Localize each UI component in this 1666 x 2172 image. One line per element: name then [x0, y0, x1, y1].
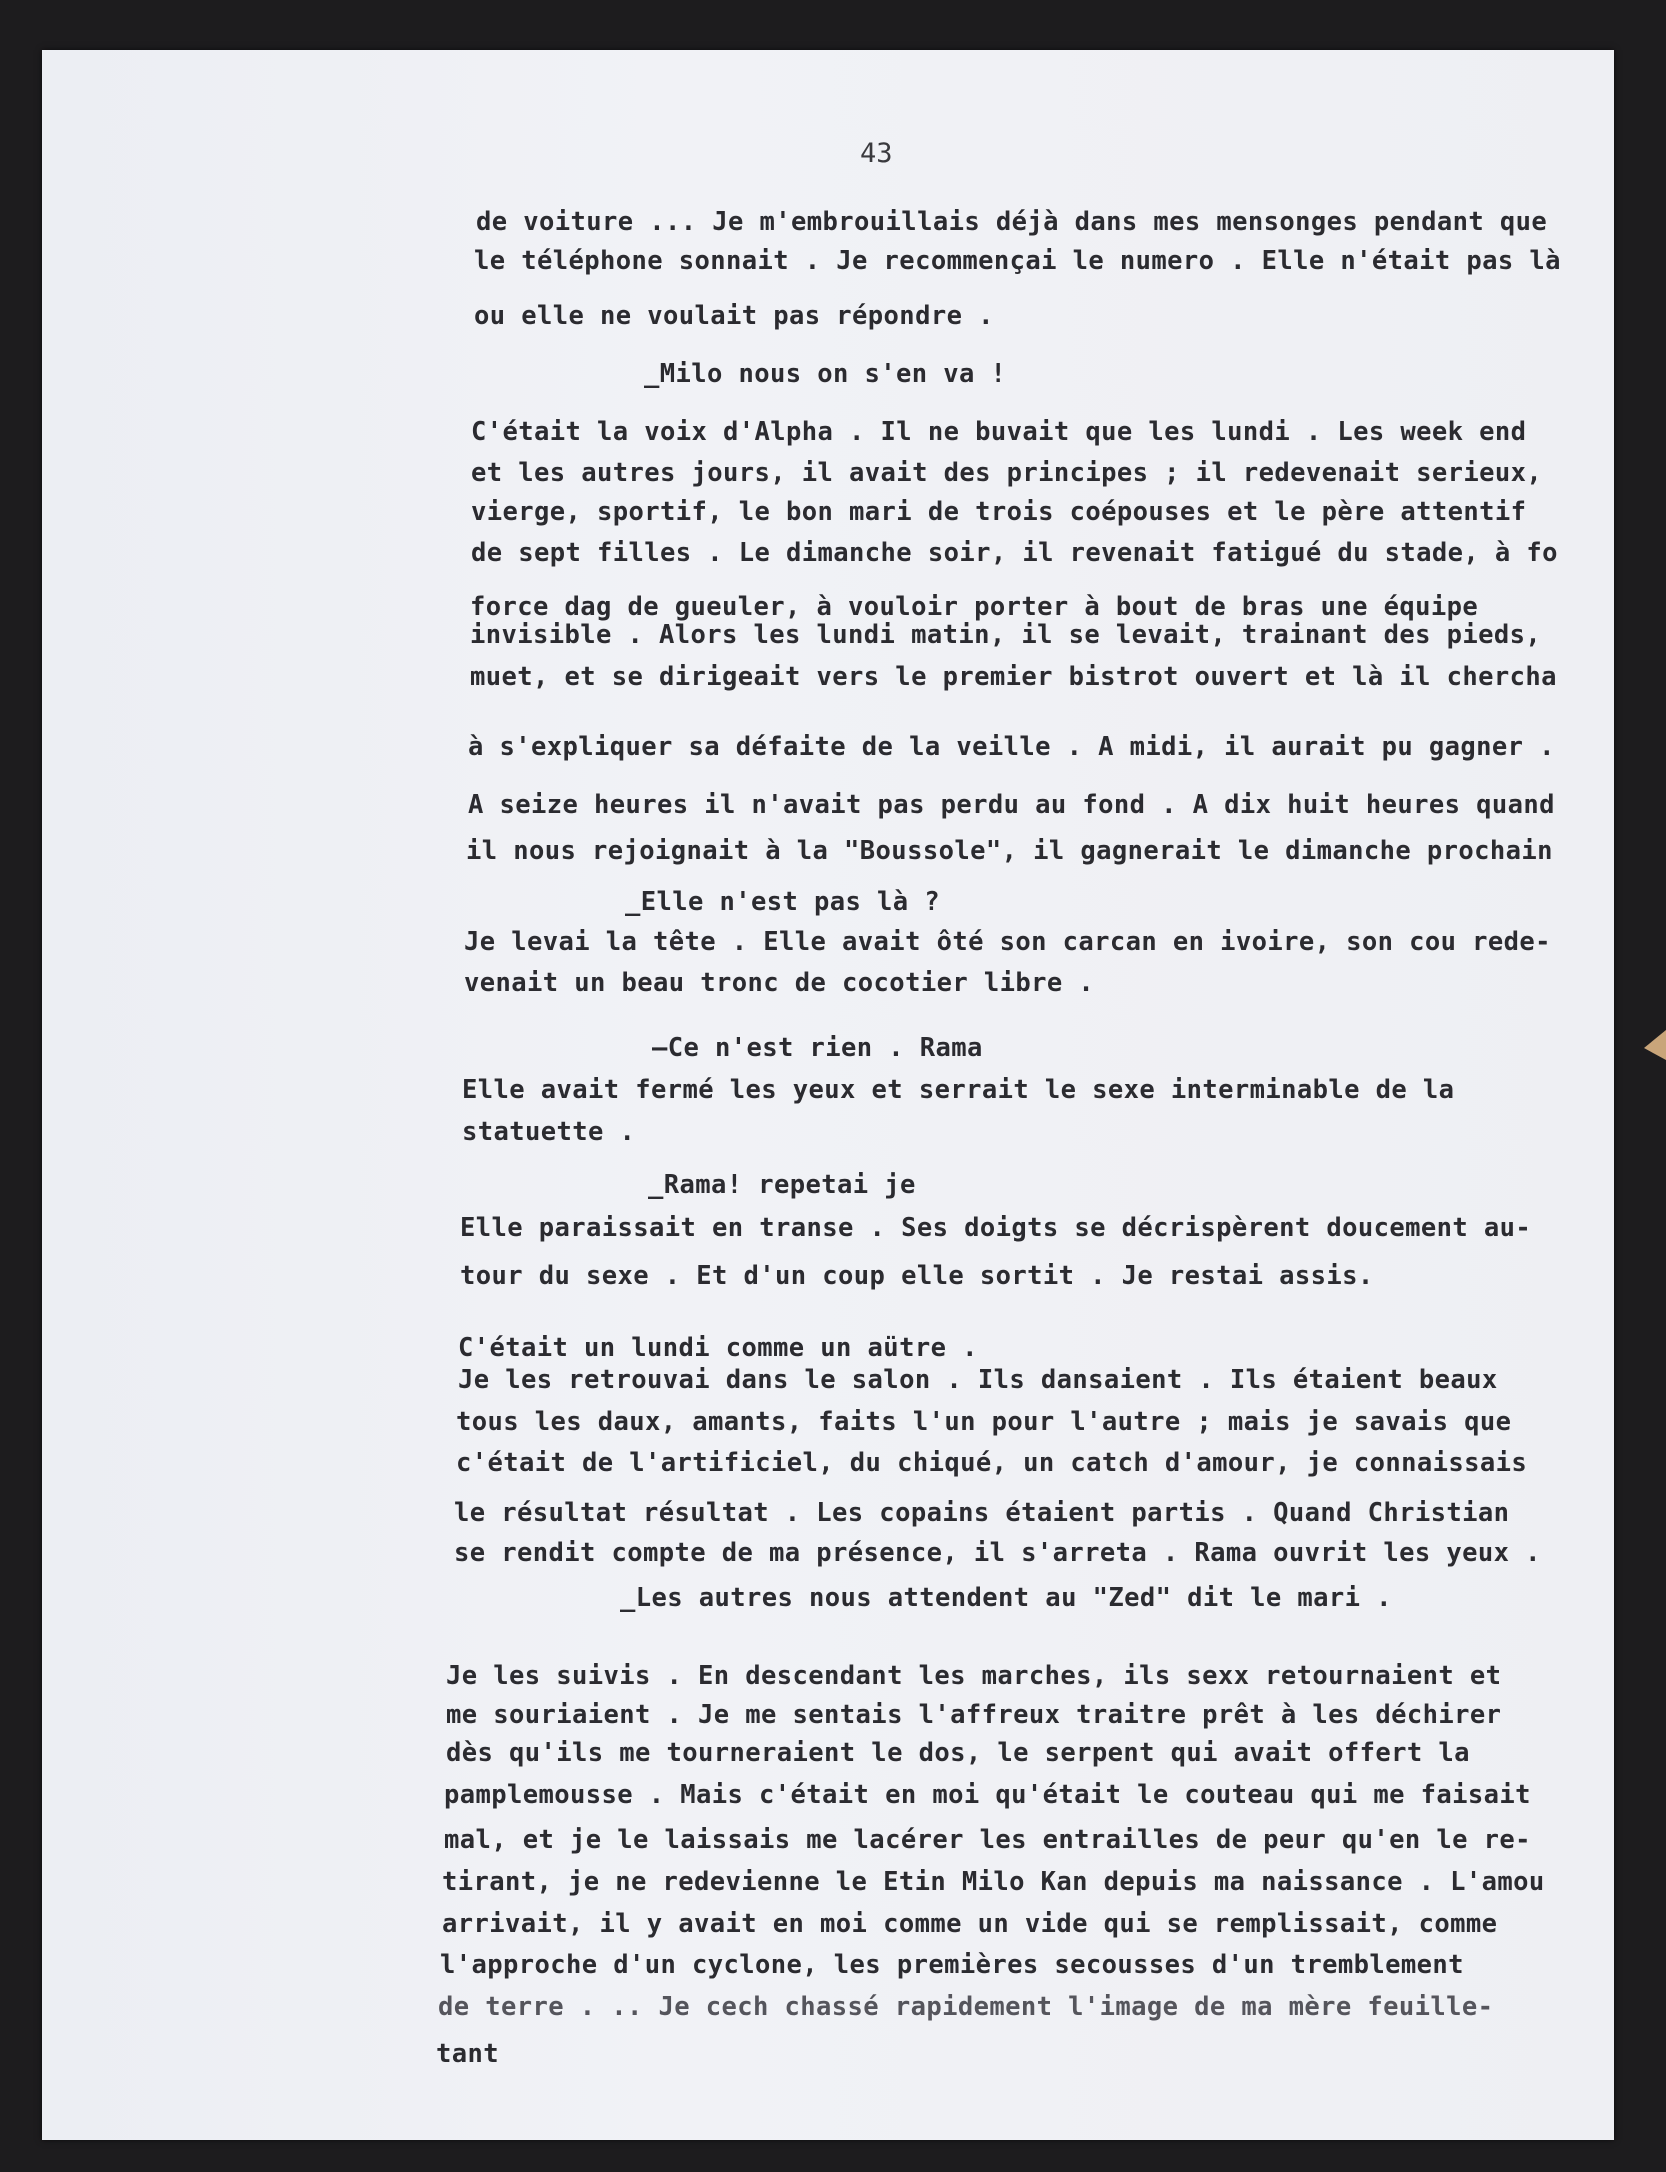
- text-line: tirant, je ne redevienne le Etin Milo Kan depuis ma naissance . L'amou: [442, 1867, 1545, 1897]
- text-line: le résultat résultat . Les copains étaient partis . Quand Christian: [454, 1498, 1510, 1528]
- text-line: Je les retrouvai dans le salon . Ils dansaient . Ils étaient beaux: [458, 1365, 1498, 1395]
- text-line: statuette .: [462, 1117, 636, 1147]
- text-line: se rendit compte de ma présence, il s'arreta . Rama ouvrit les yeux .: [454, 1538, 1541, 1568]
- text-line: invisible . Alors les lundi matin, il se levait, trainant des pieds,: [470, 620, 1542, 650]
- text-line: de voiture ... Je m'embrouillais déjà dans mes mensonges pendant que: [476, 207, 1548, 237]
- text-line: Elle avait fermé les yeux et serrait le sexe interminable de la: [462, 1075, 1455, 1105]
- text-line: C'était un lundi comme un aütre .: [458, 1333, 978, 1363]
- text-line: _Milo nous on s'en va !: [644, 359, 1007, 389]
- text-line: _Rama! repetai je: [648, 1170, 916, 1200]
- typewritten-page: [42, 50, 1614, 2140]
- text-line: vierge, sportif, le bon mari de trois coépouses et le père attentif: [471, 497, 1527, 527]
- text-line: il nous rejoignait à la "Boussole", il gagnerait le dimanche prochain: [466, 836, 1553, 866]
- text-line: de terre . .. Je cech chassé rapidement l'image de ma mère feuille-: [438, 1992, 1494, 2022]
- text-line: mal, et je le laissais me lacérer les entrailles de peur qu'en le re-: [444, 1825, 1531, 1855]
- text-line: C'était la voix d'Alpha . Il ne buvait que les lundi . Les week end: [471, 417, 1527, 447]
- text-line: c'était de l'artificiel, du chiqué, un catch d'amour, je connaissais: [456, 1448, 1528, 1478]
- text-line: tous les daux, amants, faits l'un pour l'autre ; mais je savais que: [456, 1407, 1512, 1437]
- text-line: l'approche d'un cyclone, les premières secousses d'un tremblement: [440, 1950, 1464, 1980]
- text-line: de sept filles . Le dimanche soir, il revenait fatigué du stade, à fo: [471, 538, 1558, 568]
- page-number: 43: [860, 138, 893, 169]
- text-line: ou elle ne voulait pas répondre .: [474, 301, 994, 331]
- paper-edge-fragment: [1644, 1030, 1666, 1060]
- text-line: force dag de gueuler, à vouloir porter à bout de bras une équipe: [470, 592, 1479, 622]
- text-line: tant: [436, 2039, 500, 2069]
- text-line: Elle paraissait en transe . Ses doigts se décrispèrent doucement au-: [460, 1213, 1532, 1243]
- text-line: Je levai la tête . Elle avait ôté son carcan en ivoire, son cou rede-: [464, 927, 1551, 957]
- text-line: dès qu'ils me tourneraient le dos, le serpent qui avait offert la: [446, 1738, 1470, 1768]
- text-line: Je les suivis . En descendant les marches, ils sexx retournaient et: [446, 1661, 1502, 1691]
- text-line: _Les autres nous attendent au "Zed" dit le mari .: [620, 1583, 1392, 1613]
- text-line: et les autres jours, il avait des principes ; il redevenait serieux,: [471, 458, 1543, 488]
- text-line: le téléphone sonnait . Je recommençai le numero . Elle n'était pas là: [474, 246, 1561, 276]
- text-line: tour du sexe . Et d'un coup elle sortit . Je restai assis.: [460, 1261, 1374, 1291]
- text-line: A seize heures il n'avait pas perdu au fond . A dix huit heures quand: [468, 790, 1555, 820]
- text-line: à s'expliquer sa défaite de la veille . A midi, il aurait pu gagner .: [468, 732, 1555, 762]
- text-line: venait un beau tronc de cocotier libre .: [464, 968, 1095, 998]
- text-line: me souriaient . Je me sentais l'affreux traitre prêt à les déchirer: [446, 1700, 1502, 1730]
- text-line: muet, et se dirigeait vers le premier bistrot ouvert et là il chercha: [470, 662, 1557, 692]
- text-line: —Ce n'est rien . Rama: [652, 1033, 983, 1063]
- text-line: _Elle n'est pas là ?: [625, 887, 941, 917]
- text-line: arrivait, il y avait en moi comme un vide qui se remplissait, comme: [442, 1909, 1498, 1939]
- text-line: pamplemousse . Mais c'était en moi qu'était le couteau qui me faisait: [444, 1780, 1531, 1810]
